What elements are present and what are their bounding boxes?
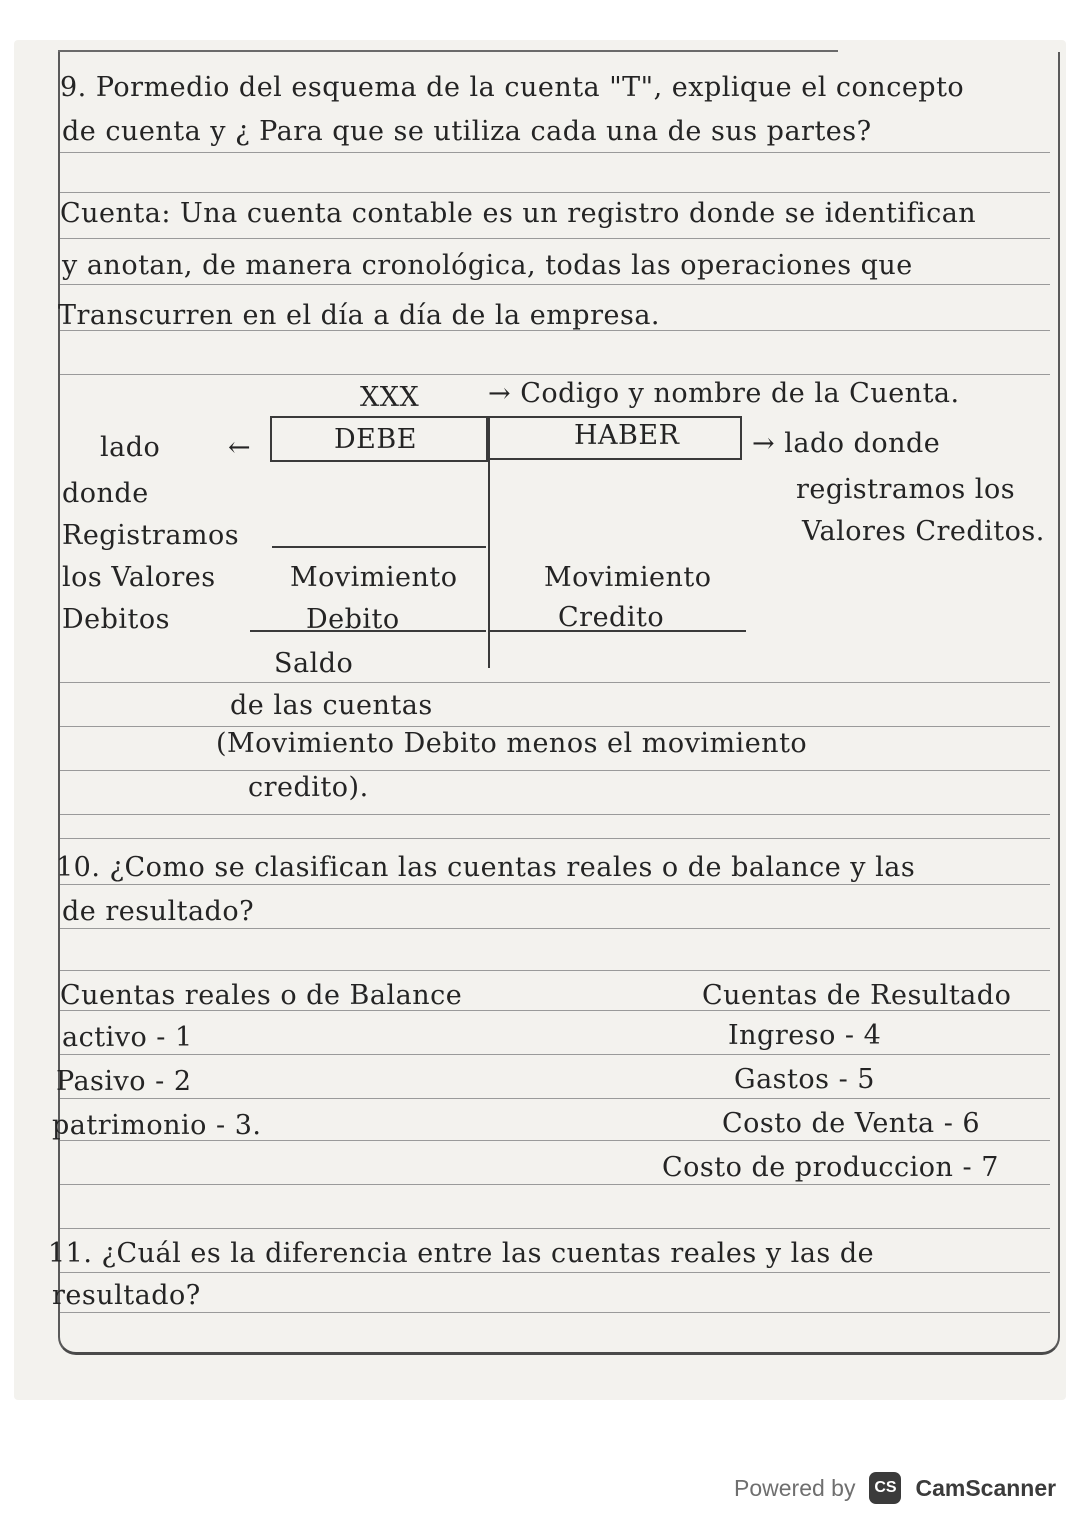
question-9-line-2: de cuenta y ¿ Para que se utiliza cada una de sus partes? (62, 116, 872, 147)
t-account-right-note: → lado donde (752, 428, 941, 459)
t-account-code-note: → Codigo y nombre de la Cuenta. (488, 378, 960, 409)
camscanner-logo-icon: CS (869, 1472, 901, 1504)
t-account-right-line-2: Valores Creditos. (802, 516, 1045, 547)
result-account-2: Gastos - 5 (734, 1064, 875, 1095)
ruled-line (60, 884, 1050, 885)
ruled-line (60, 928, 1050, 929)
ruled-line (60, 1228, 1050, 1229)
ruled-line (60, 1184, 1050, 1185)
ruled-line (60, 1098, 1050, 1099)
t-account-left-line-3: los Valores (62, 562, 216, 593)
balance-account-2: Pasivo - 2 (56, 1066, 192, 1097)
ruled-line (60, 238, 1050, 239)
ruled-line (60, 284, 1050, 285)
camscanner-watermark (734, 1466, 1056, 1510)
t-account-left-head: lado (100, 432, 161, 463)
result-account-4: Costo de produccion - 7 (662, 1152, 999, 1183)
question-10-line-2: de resultado? (62, 896, 255, 927)
result-account-3: Costo de Venta - 6 (722, 1108, 981, 1139)
answer-9-line-2: y anotan, de manera cronológica, todas las operaciones que (62, 250, 913, 281)
answer-9-line-1: Cuenta: Una cuenta contable es un registro donde se identifican (60, 198, 977, 229)
question-11-line-1: 11. ¿Cuál es la diferencia entre las cuentas reales y las de (48, 1238, 875, 1269)
t-account-left-line-2: Registramos (62, 520, 240, 551)
answer-9-line-3: Transcurren en el día a día de la empresa. (58, 300, 661, 331)
debe-column-line (272, 546, 486, 548)
result-account-1: Ingreso - 4 (728, 1020, 882, 1051)
ruled-line (60, 814, 1050, 815)
ruled-line (60, 1272, 1050, 1273)
t-account-left-line-4: Debitos (62, 604, 171, 635)
question-11-line-2: resultado? (52, 1280, 201, 1311)
movement-credit-line-2: Credito (558, 602, 665, 633)
balance-account-3: patrimonio - 3. (52, 1110, 262, 1141)
movement-credit-line-1: Movimiento (544, 562, 712, 593)
saldo-line-3: (Movimiento Debito menos el movimiento (216, 728, 808, 759)
movement-debit-line-2: Debito (306, 604, 400, 635)
balance-accounts-title: Cuentas reales o de Balance (60, 980, 463, 1011)
t-account-right-line-1: registramos los (796, 474, 1016, 505)
t-account-left-line-1: donde (62, 478, 149, 509)
ruled-line (60, 1054, 1050, 1055)
camscanner-brand: CamScanner (915, 1474, 1057, 1501)
ruled-line (60, 770, 1050, 771)
question-10-line-1: 10. ¿Como se clasifican las cuentas reales o de balance y las (56, 852, 916, 883)
result-accounts-title: Cuentas de Resultado (702, 980, 1012, 1011)
debe-label: DEBE (334, 424, 417, 455)
ruled-line (60, 682, 1050, 683)
ruled-line (60, 726, 1050, 727)
question-9-line-1: 9. Pormedio del esquema de la cuenta "T", explique el concepto (60, 72, 965, 103)
ruled-line (60, 1312, 1050, 1313)
ruled-line (60, 970, 1050, 971)
ruled-line (60, 838, 1050, 839)
balance-account-1: activo - 1 (62, 1022, 193, 1053)
movement-debit-line-1: Movimiento (290, 562, 458, 593)
ruled-line (60, 152, 1050, 153)
haber-label: HABER (574, 420, 680, 451)
ruled-line (60, 374, 1050, 375)
saldo-line-2: de las cuentas (230, 690, 433, 721)
arrow-left-icon: ← (228, 432, 252, 463)
saldo-line-4: credito). (248, 772, 369, 803)
t-account-code: XXX (360, 382, 420, 413)
powered-by-label: Powered by (734, 1474, 856, 1501)
ruled-line (60, 192, 1050, 193)
saldo-line-1: Saldo (274, 648, 354, 679)
